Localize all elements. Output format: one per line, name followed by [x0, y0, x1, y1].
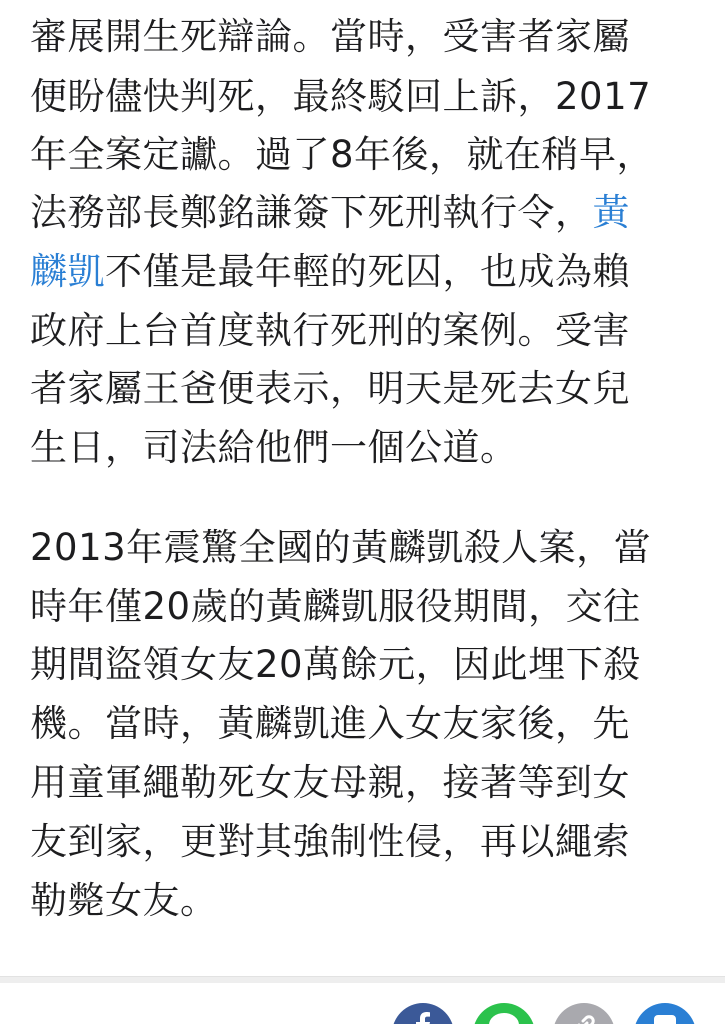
message-share-button[interactable]	[634, 1003, 696, 1024]
text-line: 期間盜領女友20萬餘元，因此埋下殺	[30, 643, 641, 686]
text-segment: 法務部長鄭銘謙簽下死刑執行令，	[30, 191, 593, 234]
share-bar	[0, 983, 725, 1024]
text-line: 者家屬王爸便表示，明天是死去女兒	[30, 367, 630, 410]
facebook-icon	[408, 1011, 438, 1024]
line-share-button[interactable]	[473, 1003, 535, 1024]
line-icon	[487, 1011, 521, 1024]
text-line: 便盼儘快判死，最終駁回上訴，2017	[30, 75, 652, 118]
link-icon	[569, 1011, 599, 1024]
section-divider	[0, 976, 725, 983]
text-line	[30, 242, 630, 302]
text-line: 年全案定讞。過了8年後，就在稍早，	[30, 133, 655, 176]
text-line: 生日，司法給他們一個公道。	[30, 426, 518, 469]
facebook-share-button[interactable]	[392, 1003, 454, 1024]
text-segment: 不僅是最年輕的死囚，也成為賴	[105, 250, 630, 293]
text-line: 時年僅20歲的黃麟凱服役期間，交往	[30, 585, 641, 628]
text-line: 機。當時，黃麟凱進入女友家後，先	[30, 702, 630, 745]
message-icon	[650, 1011, 680, 1024]
text-line: 勒斃女友。	[30, 879, 218, 922]
text-line: 友到家，更對其強制性侵，再以繩索	[30, 820, 630, 863]
text-line	[30, 183, 630, 243]
person-link-part-2[interactable]: 麟凱	[30, 250, 105, 293]
text-line: 2013年震驚全國的黃麟凱殺人案，當	[30, 526, 652, 569]
text-line: 政府上台首度執行死刑的案例。受害	[30, 309, 630, 352]
copy-link-button[interactable]	[553, 1003, 615, 1024]
person-link-part-1[interactable]: 黃	[592, 191, 630, 234]
text-line: 用童軍繩勒死女友母親，接著等到女	[30, 761, 630, 804]
text-line: 審展開生死辯論。當時，受害者家屬	[30, 15, 630, 58]
